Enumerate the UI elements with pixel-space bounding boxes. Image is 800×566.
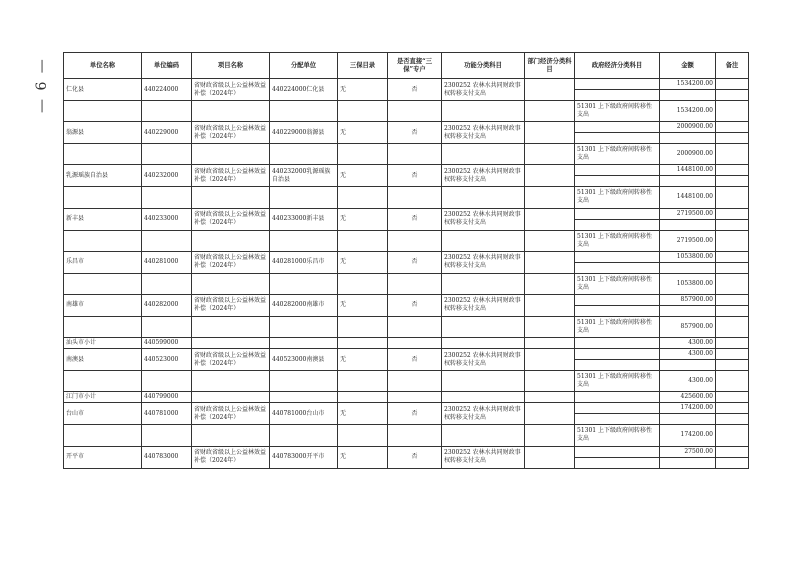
- empty-cell: [388, 316, 442, 337]
- unit-name-cell: 江门市小计: [64, 392, 142, 403]
- remark-cell: [716, 101, 749, 122]
- direct-cell: 否: [388, 294, 442, 316]
- header-cell: 分配单位: [270, 53, 338, 79]
- empty-cell: [525, 273, 575, 294]
- empty-cell: [338, 273, 388, 294]
- func-class-cell: 2300252 农林水共同财政事权转移支付支出: [442, 122, 525, 144]
- func-class-cell: 2300252 农林水共同财政事权转移支付支出: [442, 446, 525, 468]
- direct-cell: 否: [388, 446, 442, 468]
- amount-cell: 2000900.00: [660, 144, 716, 165]
- unit-code-cell: 440282000: [142, 294, 192, 316]
- gov-econ-cell: 51301 上下级政府间转移性支出: [575, 371, 660, 392]
- sanbao-cell: 无: [338, 349, 388, 371]
- empty-cell: [64, 230, 142, 251]
- gov-econ-cell: [575, 305, 660, 316]
- sanbao-cell: 无: [338, 446, 388, 468]
- dept-econ-cell: [525, 446, 575, 468]
- empty-cell: [192, 316, 270, 337]
- remark-cell: [716, 144, 749, 165]
- empty-cell: [270, 338, 338, 349]
- direct-cell: 否: [388, 251, 442, 273]
- empty-cell: [525, 425, 575, 446]
- empty-cell: [192, 101, 270, 122]
- gov-econ-cell: 51301 上下级政府间转移性支出: [575, 101, 660, 122]
- dept-econ-cell: [525, 251, 575, 273]
- amount-cell: 174200.00: [660, 425, 716, 446]
- amount-cell: 1448100.00: [660, 165, 716, 176]
- header-cell: 三保目录: [338, 53, 388, 79]
- project-name-cell: 省财政省级以上公益林效益补偿（2024年）: [192, 349, 270, 371]
- empty-cell: [442, 187, 525, 208]
- empty-cell: [525, 230, 575, 251]
- header-cell: 单位名称: [64, 53, 142, 79]
- table-header-row: [64, 53, 749, 79]
- empty-cell: [142, 371, 192, 392]
- empty-cell: [270, 392, 338, 403]
- empty-cell: [525, 316, 575, 337]
- unit-name-cell: 新丰县: [64, 208, 142, 230]
- project-name-cell: 省财政省级以上公益林效益补偿（2024年）: [192, 79, 270, 101]
- unit-code-cell: 440232000: [142, 165, 192, 187]
- table-row: [64, 251, 749, 262]
- remark-cell: [716, 414, 749, 425]
- empty-cell: [525, 101, 575, 122]
- empty-cell: [442, 316, 525, 337]
- unit-code-cell: 440281000: [142, 251, 192, 273]
- empty-cell: [442, 144, 525, 165]
- empty-cell: [525, 392, 575, 403]
- table-row: [64, 371, 749, 382]
- unit-name-cell: 台山市: [64, 403, 142, 425]
- empty-cell: [64, 101, 142, 122]
- table-row: [64, 101, 749, 112]
- header-cell: 备注: [716, 53, 749, 79]
- direct-cell: 否: [388, 79, 442, 101]
- dept-econ-cell: [525, 403, 575, 425]
- unit-name-cell: 乳源瑶族自治县: [64, 165, 142, 187]
- remark-cell: [716, 392, 749, 403]
- remark-cell: [716, 208, 749, 219]
- empty-cell: [442, 371, 525, 392]
- gov-econ-cell: [575, 262, 660, 273]
- remark-cell: [716, 133, 749, 144]
- alloc-unit-cell: 440229000翁源县: [270, 122, 338, 144]
- gov-econ-cell: 51301 上下级政府间转移性支出: [575, 230, 660, 251]
- subtotal-row: [64, 392, 749, 403]
- amount-cell: [660, 414, 716, 425]
- dept-econ-cell: [525, 294, 575, 316]
- unit-code-cell: 440229000: [142, 122, 192, 144]
- unit-code-cell: 440599000: [142, 338, 192, 349]
- empty-cell: [270, 230, 338, 251]
- empty-cell: [525, 187, 575, 208]
- empty-cell: [192, 273, 270, 294]
- empty-cell: [192, 144, 270, 165]
- empty-cell: [142, 425, 192, 446]
- func-class-cell: 2300252 农林水共同财政事权转移支付支出: [442, 294, 525, 316]
- empty-cell: [388, 187, 442, 208]
- project-name-cell: 省财政省级以上公益林效益补偿（2024年）: [192, 403, 270, 425]
- empty-cell: [525, 371, 575, 392]
- unit-name-cell: 开平市: [64, 446, 142, 468]
- amount-cell: 425600.00: [660, 392, 716, 403]
- empty-cell: [338, 338, 388, 349]
- alloc-unit-cell: 440781000台山市: [270, 403, 338, 425]
- amount-cell: 1448100.00: [660, 187, 716, 208]
- table-row: [64, 425, 749, 436]
- table-row: [64, 187, 749, 198]
- remark-cell: [716, 349, 749, 360]
- header-cell: 单位编码: [142, 53, 192, 79]
- empty-cell: [64, 425, 142, 446]
- empty-cell: [442, 425, 525, 446]
- amount-cell: 857900.00: [660, 316, 716, 337]
- amount-cell: [660, 176, 716, 187]
- empty-cell: [338, 187, 388, 208]
- empty-cell: [338, 230, 388, 251]
- empty-cell: [192, 187, 270, 208]
- empty-cell: [192, 230, 270, 251]
- subtotal-row: [64, 338, 749, 349]
- remark-cell: [716, 251, 749, 262]
- header-cell: 金额: [660, 53, 716, 79]
- empty-cell: [192, 338, 270, 349]
- empty-cell: [442, 101, 525, 122]
- amount-cell: [660, 219, 716, 230]
- empty-cell: [388, 230, 442, 251]
- empty-cell: [192, 371, 270, 392]
- table-row: [64, 349, 749, 360]
- gov-econ-cell: [575, 294, 660, 305]
- unit-code-cell: 440781000: [142, 403, 192, 425]
- amount-cell: [660, 360, 716, 371]
- empty-cell: [64, 371, 142, 392]
- direct-cell: 否: [388, 122, 442, 144]
- gov-econ-cell: [575, 251, 660, 262]
- unit-name-cell: 南雄市: [64, 294, 142, 316]
- sanbao-cell: 无: [338, 294, 388, 316]
- empty-cell: [270, 425, 338, 446]
- func-class-cell: 2300252 农林水共同财政事权转移支付支出: [442, 403, 525, 425]
- gov-econ-cell: [575, 79, 660, 90]
- gov-econ-cell: [575, 446, 660, 457]
- amount-cell: 857900.00: [660, 294, 716, 305]
- empty-cell: [442, 392, 525, 403]
- table-row: [64, 79, 749, 90]
- unit-name-cell: 仁化县: [64, 79, 142, 101]
- remark-cell: [716, 338, 749, 349]
- table-row: [64, 294, 749, 305]
- dept-econ-cell: [525, 122, 575, 144]
- sanbao-cell: 无: [338, 251, 388, 273]
- empty-cell: [64, 273, 142, 294]
- remark-cell: [716, 176, 749, 187]
- amount-cell: 1534200.00: [660, 79, 716, 90]
- amount-cell: 4300.00: [660, 349, 716, 360]
- alloc-unit-cell: 440224000仁化县: [270, 79, 338, 101]
- project-name-cell: 省财政省级以上公益林效益补偿（2024年）: [192, 165, 270, 187]
- empty-cell: [142, 144, 192, 165]
- gov-econ-cell: [575, 90, 660, 101]
- gov-econ-cell: [575, 165, 660, 176]
- unit-code-cell: 440783000: [142, 446, 192, 468]
- remark-cell: [716, 457, 749, 468]
- header-cell: 是否直接“三保”专户: [388, 53, 442, 79]
- empty-cell: [338, 392, 388, 403]
- remark-cell: [716, 273, 749, 294]
- remark-cell: [716, 219, 749, 230]
- dept-econ-cell: [525, 349, 575, 371]
- header-cell: 项目名称: [192, 53, 270, 79]
- remark-cell: [716, 122, 749, 133]
- empty-cell: [338, 101, 388, 122]
- allocation-table: [63, 52, 749, 469]
- project-name-cell: 省财政省级以上公益林效益补偿（2024年）: [192, 294, 270, 316]
- remark-cell: [716, 305, 749, 316]
- header-cell: 政府经济分类科目: [575, 53, 660, 79]
- empty-cell: [575, 392, 660, 403]
- empty-cell: [575, 338, 660, 349]
- gov-econ-cell: 51301 上下级政府间转移性支出: [575, 187, 660, 208]
- empty-cell: [442, 338, 525, 349]
- header-cell: 部门经济分类科目: [525, 53, 575, 79]
- amount-cell: 4300.00: [660, 371, 716, 392]
- empty-cell: [64, 187, 142, 208]
- unit-name-cell: 汕头市小计: [64, 338, 142, 349]
- amount-cell: [660, 90, 716, 101]
- gov-econ-cell: [575, 457, 660, 468]
- gov-econ-cell: [575, 208, 660, 219]
- table-row: [64, 403, 749, 414]
- empty-cell: [338, 316, 388, 337]
- page-number: — 6 —: [34, 57, 50, 113]
- amount-cell: 27500.00: [660, 446, 716, 457]
- table-row: [64, 230, 749, 241]
- unit-name-cell: 南澳县: [64, 349, 142, 371]
- project-name-cell: 省财政省级以上公益林效益补偿（2024年）: [192, 251, 270, 273]
- remark-cell: [716, 316, 749, 337]
- empty-cell: [192, 392, 270, 403]
- empty-cell: [525, 338, 575, 349]
- unit-code-cell: 440523000: [142, 349, 192, 371]
- gov-econ-cell: [575, 122, 660, 133]
- dept-econ-cell: [525, 208, 575, 230]
- gov-econ-cell: [575, 176, 660, 187]
- empty-cell: [388, 371, 442, 392]
- empty-cell: [64, 316, 142, 337]
- gov-econ-cell: 51301 上下级政府间转移性支出: [575, 316, 660, 337]
- unit-name-cell: 翁源县: [64, 122, 142, 144]
- direct-cell: 否: [388, 208, 442, 230]
- amount-cell: [660, 133, 716, 144]
- amount-cell: [660, 262, 716, 273]
- gov-econ-cell: [575, 403, 660, 414]
- empty-cell: [142, 187, 192, 208]
- direct-cell: 否: [388, 165, 442, 187]
- remark-cell: [716, 187, 749, 208]
- direct-cell: 否: [388, 349, 442, 371]
- amount-cell: [660, 305, 716, 316]
- func-class-cell: 2300252 农林水共同财政事权转移支付支出: [442, 349, 525, 371]
- alloc-unit-cell: 440233000新丰县: [270, 208, 338, 230]
- empty-cell: [270, 273, 338, 294]
- unit-code-cell: 440233000: [142, 208, 192, 230]
- alloc-unit-cell: 440281000乐昌市: [270, 251, 338, 273]
- amount-cell: 2000900.00: [660, 122, 716, 133]
- table-row: [64, 446, 749, 457]
- amount-cell: 2719500.00: [660, 230, 716, 251]
- sanbao-cell: 无: [338, 122, 388, 144]
- empty-cell: [142, 101, 192, 122]
- alloc-unit-cell: 440783000开平市: [270, 446, 338, 468]
- empty-cell: [442, 230, 525, 251]
- table-row: [64, 273, 749, 284]
- amount-cell: 1534200.00: [660, 101, 716, 122]
- gov-econ-cell: [575, 219, 660, 230]
- amount-cell: 4300.00: [660, 338, 716, 349]
- gov-econ-cell: 51301 上下级政府间转移性支出: [575, 273, 660, 294]
- amount-cell: 1053800.00: [660, 273, 716, 294]
- remark-cell: [716, 425, 749, 446]
- empty-cell: [270, 144, 338, 165]
- empty-cell: [64, 144, 142, 165]
- sanbao-cell: 无: [338, 403, 388, 425]
- empty-cell: [388, 144, 442, 165]
- empty-cell: [192, 425, 270, 446]
- sanbao-cell: 无: [338, 165, 388, 187]
- empty-cell: [270, 316, 338, 337]
- remark-cell: [716, 165, 749, 176]
- empty-cell: [388, 101, 442, 122]
- unit-code-cell: 440224000: [142, 79, 192, 101]
- gov-econ-cell: 51301 上下级政府间转移性支出: [575, 425, 660, 446]
- empty-cell: [338, 371, 388, 392]
- dept-econ-cell: [525, 79, 575, 101]
- direct-cell: 否: [388, 403, 442, 425]
- alloc-unit-cell: 440523000南澳县: [270, 349, 338, 371]
- gov-econ-cell: 51301 上下级政府间转移性支出: [575, 144, 660, 165]
- header-cell: 功能分类科目: [442, 53, 525, 79]
- remark-cell: [716, 262, 749, 273]
- remark-cell: [716, 90, 749, 101]
- gov-econ-cell: [575, 360, 660, 371]
- empty-cell: [442, 273, 525, 294]
- empty-cell: [338, 144, 388, 165]
- unit-code-cell: 440799000: [142, 392, 192, 403]
- project-name-cell: 省财政省级以上公益林效益补偿（2024年）: [192, 208, 270, 230]
- sanbao-cell: 无: [338, 79, 388, 101]
- func-class-cell: 2300252 农林水共同财政事权转移支付支出: [442, 251, 525, 273]
- func-class-cell: 2300252 农林水共同财政事权转移支付支出: [442, 208, 525, 230]
- empty-cell: [270, 371, 338, 392]
- empty-cell: [142, 273, 192, 294]
- empty-cell: [388, 273, 442, 294]
- remark-cell: [716, 360, 749, 371]
- amount-cell: 174200.00: [660, 403, 716, 414]
- alloc-unit-cell: 440232000乳源瑶族自治县: [270, 165, 338, 187]
- amount-cell: 2719500.00: [660, 208, 716, 219]
- project-name-cell: 省财政省级以上公益林效益补偿（2024年）: [192, 122, 270, 144]
- empty-cell: [388, 425, 442, 446]
- project-name-cell: 省财政省级以上公益林效益补偿（2024年）: [192, 446, 270, 468]
- amount-cell: 1053800.00: [660, 251, 716, 262]
- func-class-cell: 2300252 农林水共同财政事权转移支付支出: [442, 79, 525, 101]
- unit-name-cell: 乐昌市: [64, 251, 142, 273]
- empty-cell: [525, 144, 575, 165]
- table-row: [64, 144, 749, 155]
- table-row: [64, 122, 749, 133]
- table-row: [64, 165, 749, 176]
- table-row: [64, 208, 749, 219]
- remark-cell: [716, 230, 749, 251]
- empty-cell: [338, 425, 388, 446]
- remark-cell: [716, 446, 749, 457]
- remark-cell: [716, 294, 749, 305]
- empty-cell: [388, 392, 442, 403]
- func-class-cell: 2300252 农林水共同财政事权转移支付支出: [442, 165, 525, 187]
- dept-econ-cell: [525, 165, 575, 187]
- amount-cell: [660, 457, 716, 468]
- gov-econ-cell: [575, 133, 660, 144]
- sanbao-cell: 无: [338, 208, 388, 230]
- remark-cell: [716, 403, 749, 414]
- empty-cell: [270, 187, 338, 208]
- empty-cell: [142, 230, 192, 251]
- empty-cell: [270, 101, 338, 122]
- empty-cell: [388, 338, 442, 349]
- remark-cell: [716, 79, 749, 90]
- table-row: [64, 316, 749, 327]
- remark-cell: [716, 371, 749, 392]
- empty-cell: [142, 316, 192, 337]
- gov-econ-cell: [575, 349, 660, 360]
- alloc-unit-cell: 440282000南雄市: [270, 294, 338, 316]
- gov-econ-cell: [575, 414, 660, 425]
